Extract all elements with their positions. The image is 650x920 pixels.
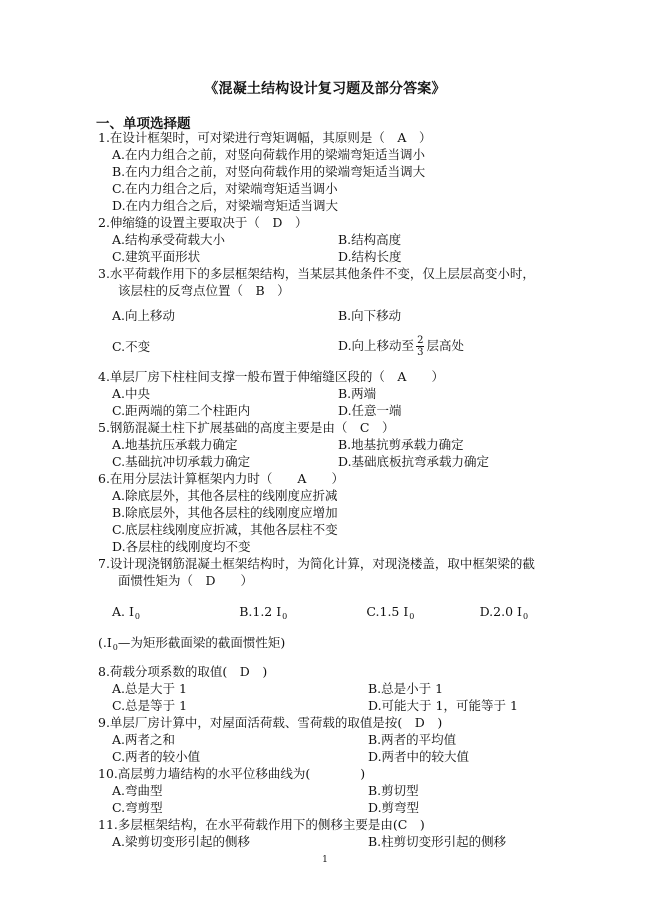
question-8 bbox=[98, 663, 558, 714]
option-a: A. $I_0$ bbox=[112, 604, 141, 621]
option-row bbox=[98, 436, 558, 453]
option-d: D.在内力组合之后，对梁端弯矩适当调大 bbox=[112, 198, 339, 213]
question-6 bbox=[98, 470, 558, 555]
option-d: D.各层柱的线刚度均不变 bbox=[112, 539, 251, 554]
option-a: A.总是大于 1 bbox=[112, 681, 187, 696]
option-c: C.建筑平面形状 bbox=[112, 249, 201, 264]
option-row bbox=[98, 248, 558, 265]
option-a: A.地基抗压承载力确定 bbox=[112, 437, 238, 452]
option-b: B.向下移动 bbox=[338, 308, 402, 323]
option-a: A.中央 bbox=[112, 386, 151, 401]
question-stem-cont: 面惯性矩为（ D ） bbox=[118, 573, 254, 588]
option-a: A.弯曲型 bbox=[112, 783, 163, 798]
question-4 bbox=[98, 368, 558, 419]
option-row bbox=[98, 231, 558, 248]
option-c: C.在内力组合之后，对梁端弯矩适当调小 bbox=[112, 181, 338, 196]
option-a: A.梁剪切变形引起的侧移 bbox=[112, 834, 251, 849]
option-b: B.结构高度 bbox=[338, 232, 402, 247]
question-11 bbox=[98, 816, 558, 850]
fraction-numerator: 2 bbox=[417, 334, 424, 346]
option-row bbox=[98, 782, 558, 799]
option-b: B.两端 bbox=[338, 386, 377, 401]
question-note: ($.I_0—$为矩形截面梁的截面惯性矩) bbox=[98, 635, 286, 652]
option-row bbox=[98, 332, 558, 360]
option-row bbox=[98, 833, 558, 850]
option-row bbox=[98, 731, 558, 748]
option-b: B.1.2 $I_0$ bbox=[239, 604, 288, 621]
option-a: A.两者之和 bbox=[112, 732, 176, 747]
option-b: B.地基抗剪承载力确定 bbox=[338, 437, 464, 452]
option-d: D.任意一端 bbox=[338, 403, 402, 418]
question-stem: 2.伸缩缝的设置主要取决于（ D ） bbox=[98, 215, 308, 230]
question-3 bbox=[98, 265, 558, 368]
question-1 bbox=[98, 129, 558, 214]
option-b: B.除底层外，其他各层柱的线刚度应增加 bbox=[112, 505, 338, 520]
option-a: A.向上移动 bbox=[112, 308, 176, 323]
option-c: C.基础抗冲切承载力确定 bbox=[112, 454, 251, 469]
option-d-text: D.向上移动至 bbox=[338, 337, 415, 353]
question-stem: 4.单层厂房下柱柱间支撑一般布置于伸缩缝区段的（ A ） bbox=[98, 369, 444, 384]
option-row bbox=[98, 697, 558, 714]
option-d: D.剪弯型 bbox=[368, 800, 420, 815]
option-row bbox=[98, 453, 558, 470]
document-title: 《混凝土结构设计复习题及部分答案》 bbox=[204, 81, 446, 97]
question-2 bbox=[98, 214, 558, 265]
option-row bbox=[98, 599, 558, 625]
question-5 bbox=[98, 419, 558, 470]
option-a: A.结构承受荷载大小 bbox=[112, 232, 226, 247]
question-9 bbox=[98, 714, 558, 765]
option-b: B.柱剪切变形引起的侧移 bbox=[368, 834, 507, 849]
option-d-suffix: 层高处 bbox=[426, 337, 464, 353]
option-c: C.1.5 $I_0$ bbox=[366, 604, 415, 621]
option-c: C.总是等于 1 bbox=[112, 698, 188, 713]
option-d: D.两者中的较大值 bbox=[368, 749, 470, 764]
option-b: B.剪切型 bbox=[368, 783, 419, 798]
question-stem: 3.水平荷载作用下的多层框架结构，当某层其他条件不变，仅上层层高变小时， bbox=[98, 266, 535, 281]
fraction-denominator: 3 bbox=[417, 346, 424, 358]
question-stem: 8.荷载分项系数的取值( D ) bbox=[98, 664, 268, 679]
option-a: A.除底层外，其他各层柱的线刚度应折减 bbox=[112, 488, 338, 503]
question-list bbox=[98, 129, 558, 850]
option-c: C.距两端的第二个柱距内 bbox=[112, 403, 251, 418]
option-d: D.2.0 $I_0$ bbox=[479, 604, 529, 621]
option-row bbox=[98, 799, 558, 816]
option-d: D.结构长度 bbox=[338, 249, 402, 264]
question-stem: 10.高层剪力墙结构的水平位移曲线为( ) bbox=[98, 766, 366, 781]
section-heading: 一、单项选择题 bbox=[96, 116, 191, 132]
question-stem: 9.单层厂房计算中，对屋面活荷载、雪荷载的取值是按( D ) bbox=[98, 715, 443, 730]
question-stem: 7.设计现浇钢筋混凝土框架结构时，为简化计算，对现浇楼盖，取中框架梁的截 bbox=[98, 556, 535, 571]
option-row bbox=[98, 307, 558, 324]
option-c: C.不变 bbox=[112, 338, 151, 354]
option-d: D.可能大于 1，可能等于 1 bbox=[368, 698, 518, 713]
question-stem-cont: 该层柱的反弯点位置（ B ） bbox=[118, 283, 290, 298]
option-c: C.底层柱线刚度应折减，其他各层柱不变 bbox=[112, 522, 338, 537]
page-number: 1 bbox=[322, 855, 328, 865]
option-b: B.在内力组合之前，对竖向荷载作用的梁端弯矩适当调大 bbox=[112, 164, 426, 179]
question-stem: 11.多层框架结构，在水平荷载作用下的侧移主要是由(C ) bbox=[98, 817, 425, 832]
question-7 bbox=[98, 555, 558, 663]
option-c: C.两者的较小值 bbox=[112, 749, 201, 764]
option-b: B.总是小于 1 bbox=[368, 681, 444, 696]
option-d: D.基础底板抗弯承载力确定 bbox=[338, 454, 490, 469]
question-10 bbox=[98, 765, 558, 816]
option-c: C.弯剪型 bbox=[112, 800, 163, 815]
option-row bbox=[98, 748, 558, 765]
question-stem: 5.钢筋混凝土柱下扩展基础的高度主要是由（ C ） bbox=[98, 420, 395, 435]
option-row bbox=[98, 680, 558, 697]
option-row bbox=[98, 385, 558, 402]
question-stem: 1.在设计框架时，可对梁进行弯矩调幅，其原则是（ A ） bbox=[98, 130, 432, 145]
option-a: A.在内力组合之前，对竖向荷载作用的梁端弯矩适当调小 bbox=[112, 147, 426, 162]
option-b: B.两者的平均值 bbox=[368, 732, 457, 747]
option-d bbox=[338, 335, 464, 358]
question-stem: 6.在用分层法计算框架内力时（ A ） bbox=[98, 471, 344, 486]
option-row bbox=[98, 402, 558, 419]
fraction bbox=[416, 335, 424, 358]
